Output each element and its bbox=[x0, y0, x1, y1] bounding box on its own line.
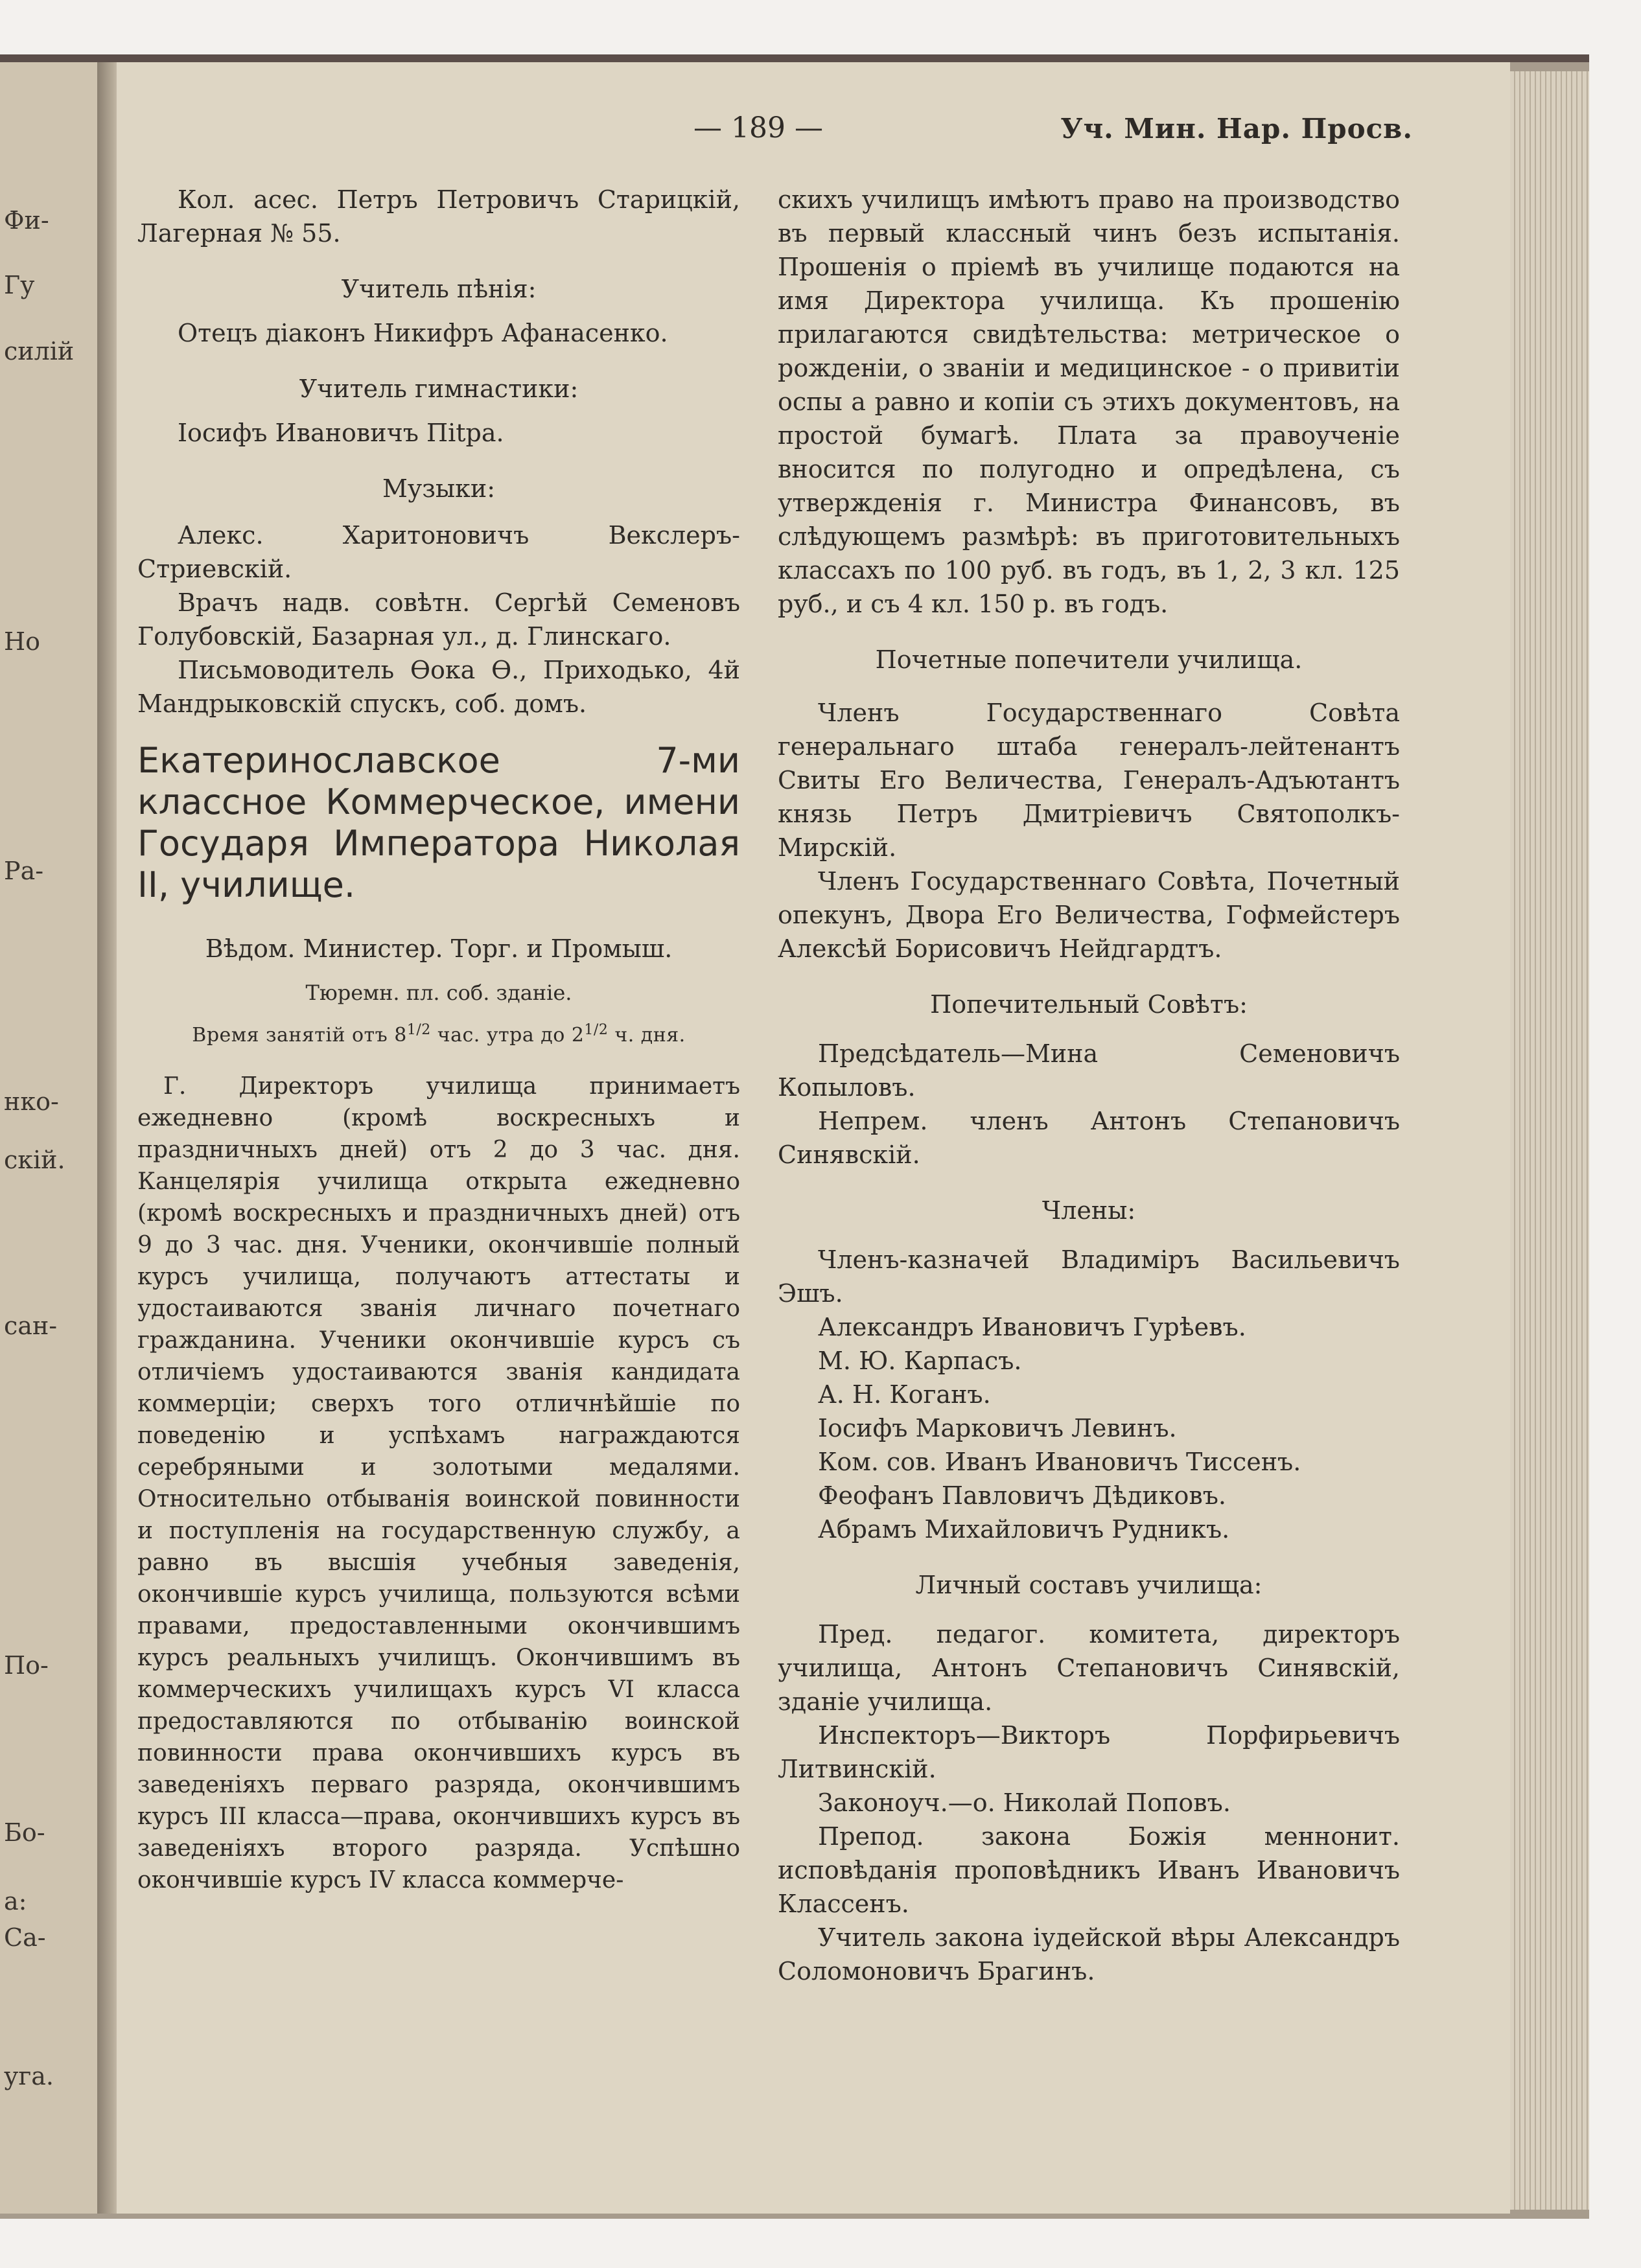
margin-fragment: По- bbox=[4, 1651, 49, 1680]
left-page-fragment bbox=[0, 62, 104, 2214]
school-rules-continued: скихъ училищъ имѣютъ право на производство въ первый классный чинъ безъ испытанія. Прошенія о пріемѣ въ училище подаются на имя Директора училища. Къ прошенію прилагаются свидѣтельства: метрическое о рожденіи, о званіи и медицинское - о привитіи оспы а равно и копіи съ этихъ документовъ, на простой бумагѣ. Плата за правоученіе вносится по полугодно и опредѣлена, съ утвержденія г. Министра Финансовъ, въ слѣдующемъ размѣрѣ: въ приготовительныхъ классахъ по 100 руб. въ годъ, въ 1, 2, 3 кл. 125 руб., и съ 4 кл. 150 р. въ годъ. bbox=[778, 185, 1400, 618]
margin-fragment: Фи- bbox=[4, 206, 49, 235]
board-member: Ком. сов. Иванъ Ивановичъ Тиссенъ. bbox=[818, 1448, 1301, 1476]
margin-fragment: силій bbox=[4, 337, 75, 365]
running-head bbox=[687, 111, 1413, 150]
board-member: М. Ю. Карпасъ. bbox=[818, 1347, 1022, 1375]
staff-entry: Препод. закона Божія меннонит. исповѣданія проповѣдникъ Иванъ Ивановичъ Классенъ. bbox=[778, 1822, 1400, 1918]
honorary-trustee-1: Членъ Государственнаго Совѣта генеральнаго штаба генералъ-лейтенантъ Свиты Его Величества, Генералъ-Адъютантъ князь Петръ Дмитріевичъ Святополкъ-Мирскій. bbox=[778, 699, 1400, 862]
margin-fragment: нко- bbox=[4, 1087, 59, 1116]
school-address: Тюремн. пл. соб. зданіе. bbox=[305, 980, 572, 1005]
honorary-trustee-2: Членъ Государственнаго Совѣта, Почетный опекунъ, Двора Его Величества, Гофмейстеръ Алексѣй Борисовичъ Нейдгардтъ. bbox=[778, 867, 1400, 963]
margin-fragment: сан- bbox=[4, 1312, 58, 1340]
heading-members: Члены: bbox=[1042, 1196, 1136, 1225]
board-chairman: Предсѣдатель—Мина Семеновичъ Копыловъ. bbox=[778, 1039, 1400, 1102]
entry-gym-teacher: Іосифъ Ивановичъ Пitра. bbox=[178, 419, 504, 447]
board-permanent-member: Непрем. членъ Антонъ Степановичъ Синявскій. bbox=[778, 1107, 1400, 1169]
board-member: А. Н. Коганъ. bbox=[818, 1380, 991, 1409]
board-member: Александръ Ивановичъ Гурѣевъ. bbox=[818, 1313, 1246, 1341]
margin-fragment: Са- bbox=[4, 1923, 46, 1952]
book-top-edge bbox=[0, 54, 1589, 62]
class-hours: Время занятій отъ $8^{1/2}$ час. утра до $2^{1/2}$ ч. дня. bbox=[192, 1022, 686, 1047]
right-column bbox=[778, 183, 1400, 1988]
heading-gym-teacher: Учитель гимнастики: bbox=[299, 375, 579, 403]
board-member: Абрамъ Михайловичъ Рудникъ. bbox=[818, 1515, 1230, 1544]
heading-board-of-trustees: Попечительный Совѣтъ: bbox=[930, 990, 1248, 1019]
staff-entry: Законоуч.—о. Николай Поповъ. bbox=[818, 1788, 1231, 1817]
staff-entry: Инспекторъ—Викторъ Порфирьевичъ Литвинскій. bbox=[778, 1721, 1400, 1783]
margin-fragment: Гу bbox=[4, 271, 35, 299]
staff-entry: Пред. педагог. комитета, директоръ училища, Антонъ Степановичъ Синявскій, зданіе училища. bbox=[778, 1620, 1400, 1716]
margin-fragment: Бо- bbox=[4, 1818, 45, 1847]
heading-singing-teacher: Учитель пѣнія: bbox=[341, 275, 537, 303]
school-title: Екатеринославское 7-ми классное Коммерческое, имени Государя Императора Николая II, училище. bbox=[137, 740, 740, 905]
board-member: Феофанъ Павловичъ Дѣдиковъ. bbox=[818, 1481, 1227, 1510]
margin-fragment: Ра- bbox=[4, 857, 44, 885]
heading-honorary-trustees: Почетные попечители училища. bbox=[875, 645, 1303, 674]
board-member: Членъ-казначей Владиміръ Васильевичъ Эшъ. bbox=[778, 1245, 1400, 1308]
left-column bbox=[137, 183, 740, 1896]
entry-clerk: Письмоводитель Ѳока Ѳ., Приходько, 4й Мандрыковскій спускъ, соб. домъ. bbox=[137, 656, 740, 718]
margin-fragment: уга. bbox=[4, 2062, 54, 2090]
heading-staff: Личный составъ училища: bbox=[915, 1571, 1263, 1599]
margin-fragment: скій. bbox=[4, 1146, 65, 1174]
school-rules-text: Г. Директоръ училища принимаетъ ежедневно (кромѣ воскресныхъ и праздничныхъ дней) отъ 2 до 3 час. дня. Канцелярія училища открыта ежедневно (кромѣ воскресныхъ и праздничныхъ дней) отъ 9 до 3 час. дня. Ученики, окончившіе полный курсъ училища, получаютъ аттестаты и удостаиваются званія личнаго почетнаго гражданина. Ученики окончившіе курсъ съ отличіемъ удостаиваются званія кандидата коммерціи; сверхъ того отличнѣйшіе по поведенію и успѣхамъ награждаются серебряными и золотыми медалями. Относительно отбыванія воинской повинности и поступленія на государственную службу, а равно въ высшія учебныя заведенія, окончившіе курсъ училища, пользуются всѣми правами, предоставленными окончившимъ курсъ реальныхъ училищъ. Окончившимъ въ коммерческихъ училищахъ курсъ VI класса предоставляются по отбыванію воинской повинности права окончившихъ курсъ въ заведеніяхъ перваго разряда, окончившимъ курсъ III класса—права, окончившихъ курсъ въ заведеніяхъ второго разряда. Успѣшно окончившіе курсъ IV класса коммерче- bbox=[137, 1073, 740, 1893]
margin-fragment: а: bbox=[4, 1887, 27, 1915]
entry-music-teacher: Алекс. Харитоновичъ Векслеръ-Стриевскій. bbox=[137, 521, 740, 583]
heading-music: Музыки: bbox=[382, 474, 496, 503]
page-number: — 189 — bbox=[693, 111, 823, 145]
page-edges bbox=[1510, 71, 1589, 2210]
running-title: Уч. Мин. Нар. Просв. bbox=[1060, 113, 1413, 145]
margin-fragment: Но bbox=[4, 627, 41, 656]
entry-assessor: Кол. асес. Петръ Петровичъ Старицкій, Лагерная № 55. bbox=[137, 185, 740, 248]
board-member: Іосифъ Марковичъ Левинъ. bbox=[818, 1414, 1177, 1442]
ministry-line: Вѣдом. Министер. Торг. и Промыш. bbox=[205, 934, 673, 963]
entry-doctor: Врачъ надв. совѣтн. Сергѣй Семеновъ Голубовскій, Базарная ул., д. Глинскаго. bbox=[137, 588, 740, 651]
entry-singing-teacher: Отецъ діаконъ Никифръ Афанасенко. bbox=[178, 319, 668, 347]
staff-entry: Учитель закона іудейской вѣры Александръ Соломоновичъ Брагинъ. bbox=[778, 1923, 1400, 1985]
